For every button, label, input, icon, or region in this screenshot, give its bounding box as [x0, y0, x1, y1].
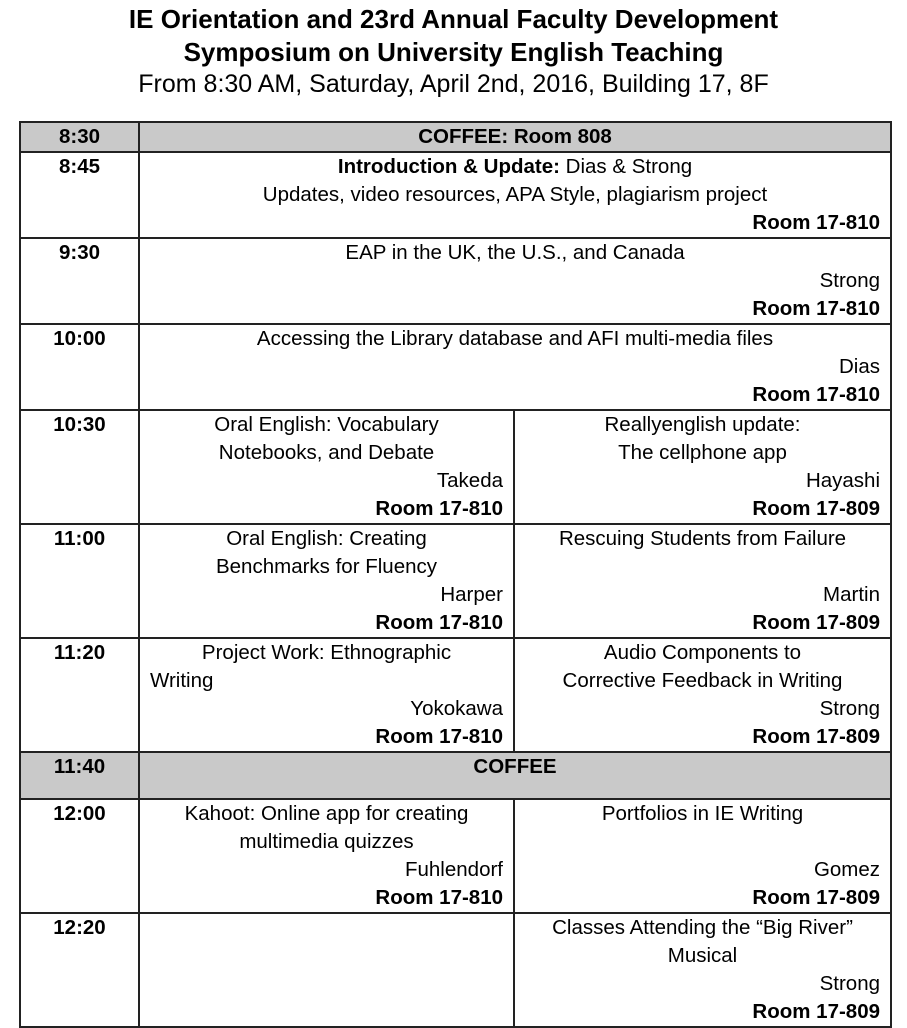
session-title-line: Benchmarks for Fluency [215, 555, 438, 578]
presenter-name: Strong [819, 269, 881, 292]
table-row [20, 799, 891, 913]
session-cell-right [514, 913, 891, 1027]
room-label: Room 17-810 [752, 297, 881, 320]
session-cell: COFFEE [139, 752, 891, 799]
time-cell: 9:30 [20, 238, 139, 324]
schedule-table [19, 121, 892, 1028]
session-cell-right [514, 410, 891, 524]
session-title-line: Oral English: Creating [226, 527, 427, 550]
room-label: Room 17-810 [375, 725, 503, 748]
session-title-line: Reallyenglish update: [604, 413, 801, 436]
event-subtitle: From 8:30 AM, Saturday, April 2nd, 2016, Building 17, 8F [138, 70, 769, 98]
session-title: EAP in the UK, the U.S., and Canada [345, 241, 685, 264]
session-title-line: multimedia quizzes [239, 830, 414, 853]
session-cell-left [139, 410, 514, 524]
session-title-line: Project Work: Ethnographic [201, 641, 452, 664]
session-title-line: Notebooks, and Debate [218, 441, 435, 464]
session-cell-right [514, 524, 891, 638]
table-row [20, 638, 891, 752]
room-label: Room 17-809 [752, 497, 881, 520]
presenter-name: Fuhlendorf [404, 858, 503, 881]
presenter-name: Yokokawa [410, 697, 503, 720]
session-cell [139, 238, 891, 324]
session-cell-right [514, 799, 891, 913]
session-title-line: Rescuing Students from Failure [558, 527, 847, 550]
room-label: Room 17-810 [375, 886, 503, 909]
session-title: Accessing the Library database and AFI multi-media files [256, 327, 774, 350]
presenter-name: Strong [819, 972, 881, 995]
session-cell [139, 152, 891, 238]
session-title-line: Classes Attending the “Big River” [552, 916, 853, 939]
blank-line [525, 828, 880, 856]
presenter-name: Harper [440, 583, 503, 606]
table-row [20, 152, 891, 238]
time-cell: 11:20 [20, 638, 139, 752]
presenter-name: Dias [839, 355, 881, 378]
session-presenters: Dias & Strong [559, 155, 693, 178]
session-title-line: Portfolios in IE Writing [601, 802, 804, 825]
room-label: Room 17-810 [375, 611, 503, 634]
session-cell-right [514, 638, 891, 752]
presenter-name: Takeda [436, 469, 503, 492]
session-title-line: Oral English: Vocabulary [214, 413, 439, 436]
time-cell: 10:30 [20, 410, 139, 524]
table-row [20, 324, 891, 410]
session-title-line: Writing [150, 669, 214, 692]
session-title [150, 153, 880, 181]
table-row [20, 913, 891, 1027]
presenter-name: Hayashi [805, 469, 881, 492]
session-cell-left [139, 638, 514, 752]
time-cell: 8:45 [20, 152, 139, 238]
session-title-line: Kahoot: Online app for creating [184, 802, 469, 825]
presenter-name: Strong [819, 697, 881, 720]
session-description: Updates, video resources, APA Style, plagiarism project [262, 183, 768, 206]
session-title-line: Audio Components to [603, 641, 802, 664]
session-cell [139, 324, 891, 410]
session-cell-left [139, 913, 514, 1027]
presenter-name: Gomez [813, 858, 881, 881]
time-cell: 10:00 [20, 324, 139, 410]
time-cell: 12:20 [20, 913, 139, 1027]
session-cell-left [139, 524, 514, 638]
table-row [20, 752, 891, 799]
room-label: Room 17-809 [752, 886, 881, 909]
time-cell: 12:00 [20, 799, 139, 913]
session-title-line: The cellphone app [618, 441, 787, 464]
session-cell-left [139, 799, 514, 913]
time-cell: 11:40 [20, 752, 139, 799]
room-label: Room 17-810 [752, 383, 881, 406]
session-title-bold: Introduction & Update: [337, 155, 560, 178]
session-title-line: Corrective Feedback in Writing [562, 669, 843, 692]
table-row [20, 238, 891, 324]
title-line-2: Symposium on University English Teaching [183, 37, 724, 67]
presenter-name: Martin [823, 583, 881, 606]
session-title-line: Musical [667, 944, 738, 967]
title-line-1: IE Orientation and 23rd Annual Faculty Development [128, 4, 779, 34]
document-header [0, 3, 907, 99]
session-cell: COFFEE: Room 808 [139, 122, 891, 152]
room-label: Room 17-810 [752, 211, 881, 234]
room-label: Room 17-809 [752, 1000, 881, 1023]
room-label: Room 17-810 [375, 497, 503, 520]
time-cell: 11:00 [20, 524, 139, 638]
table-row [20, 122, 891, 152]
room-label: Room 17-809 [752, 725, 881, 748]
table-row [20, 410, 891, 524]
blank-line [525, 553, 880, 581]
table-row [20, 524, 891, 638]
time-cell: 8:30 [20, 122, 139, 152]
room-label: Room 17-809 [752, 611, 881, 634]
